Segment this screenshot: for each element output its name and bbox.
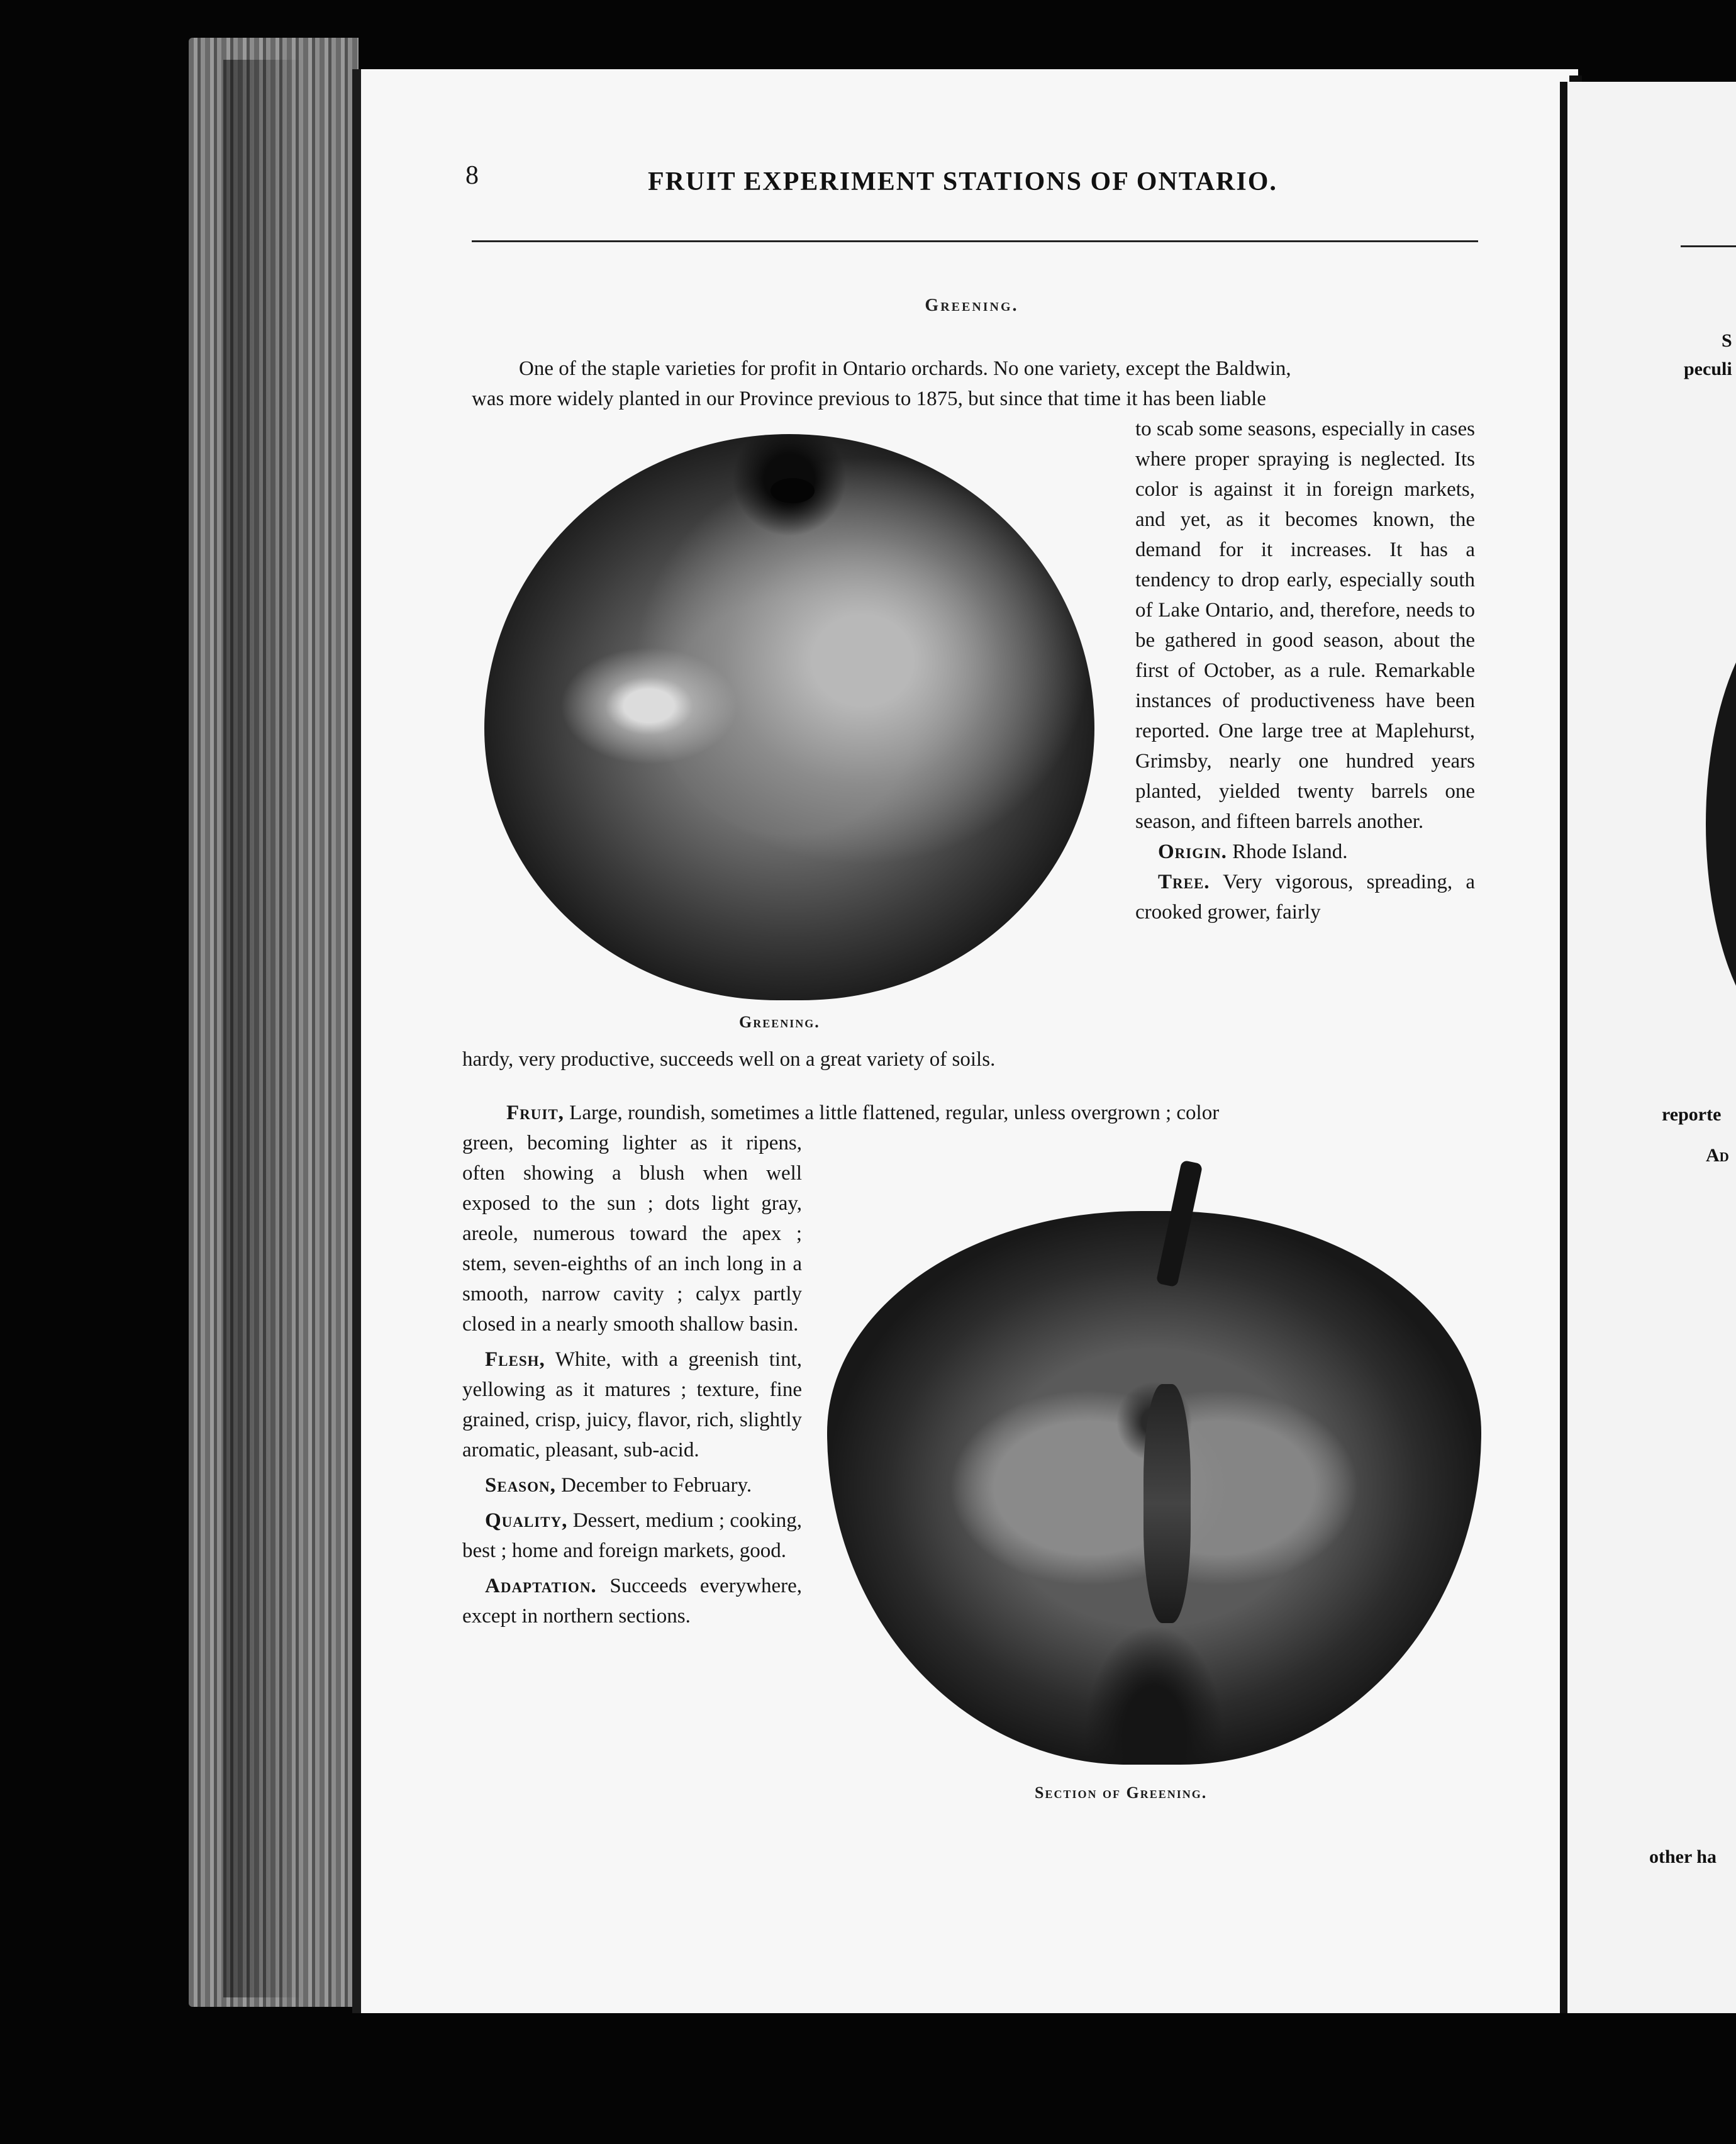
fruit-first-line (506, 1098, 1219, 1128)
flesh-text: White, with a greenish tint, yellowing as it matures ; texture, fine grained, crisp, juicy, flavor, rich, slightly aromatic, pleasant, sub-acid. (462, 1348, 802, 1461)
facing-page-fragment-peculi: peculi (1684, 359, 1732, 379)
caption-section-of-greening: Section of Greening. (1035, 1784, 1208, 1802)
description-column (462, 1128, 802, 1631)
section-title: Greening. (925, 296, 1019, 315)
tree-text: Very vigorous, spreading, a crooked grower, fairly (1135, 871, 1475, 924)
origin-text: Rhode Island. (1232, 840, 1348, 863)
facing-page (1560, 82, 1736, 2013)
intro-wrap-column (1135, 414, 1475, 927)
season-paragraph (462, 1470, 802, 1500)
adaptation-label: Adaptation. (485, 1575, 597, 1597)
tree-paragraph (1135, 867, 1475, 927)
header-rule (472, 240, 1478, 242)
tree-label: Tree. (1158, 871, 1210, 893)
apple-stem-cavity (771, 478, 815, 503)
flesh-paragraph (462, 1344, 802, 1465)
quality-text: Dessert, medium ; cooking, best ; home and foreign markets, good. (462, 1509, 802, 1562)
greening-apple-image (484, 434, 1094, 1000)
intro-line-2: was more widely planted in our Province previous to 1875, but since that time it has been liable (472, 388, 1266, 410)
adaptation-paragraph (462, 1571, 802, 1631)
fruit-label: Fruit, (506, 1102, 564, 1124)
page-number: 8 (465, 161, 479, 190)
intro-wrap-text: to scab some seasons, especially in cases where proper spraying is neglected. Its color is against it in foreign markets, and yet, as it becomes known, the demand for it increases. It has a tendency to drop early, especially south of Lake Ontario, and, therefore, needs to be gathered in good season, about the first of October, as a rule. Remarkable instances of productiveness have been reported. One large tree at Maplehurst, Grimsby, nearly one hundred years planted, yielded twenty barrels one season, and fifteen barrels another. (1135, 418, 1475, 833)
facing-page-apple-image (1706, 598, 1736, 1051)
facing-page-fragment-ad: Ad (1706, 1145, 1729, 1166)
page-stack-shadow (223, 60, 355, 1997)
season-text: December to February. (561, 1474, 752, 1497)
origin-label: Origin. (1158, 840, 1227, 863)
quality-paragraph (462, 1505, 802, 1566)
tree-continuation: hardy, very productive, succeeds well on a great variety of soils. (462, 1048, 996, 1071)
caption-greening: Greening. (739, 1013, 820, 1031)
facing-page-fragment-s: S (1722, 330, 1732, 351)
facing-page-fragment-reporte: reporte (1662, 1104, 1722, 1125)
running-head: FRUIT EXPERIMENT STATIONS OF ONTARIO. (648, 167, 1277, 196)
origin-paragraph (1135, 837, 1475, 867)
quality-label: Quality, (485, 1509, 568, 1532)
fruit-text: green, becoming lighter as it ripens, often showing a blush when well exposed to the sun ; dots light gray, areole, numerous toward the apex ; stem, seven-eighths of an inch long in a smooth, narrow cavity ; calyx partly closed in a nearly smooth shallow basin. (462, 1132, 802, 1336)
apple-section-core (1143, 1384, 1191, 1623)
facing-page-rule (1681, 245, 1736, 247)
facing-page-fragment-other: other ha (1649, 1846, 1717, 1867)
season-label: Season, (485, 1474, 556, 1497)
adaptation-text: Succeeds everywhere, except in northern sections. (462, 1575, 802, 1628)
flesh-label: Flesh, (485, 1348, 545, 1371)
intro-line-1: One of the staple varieties for profit in Ontario orchards. No one variety, except the Baldwin, (519, 357, 1291, 380)
fruit-first-line-text: Large, roundish, sometimes a little flattened, regular, unless overgrown ; color (569, 1102, 1220, 1124)
